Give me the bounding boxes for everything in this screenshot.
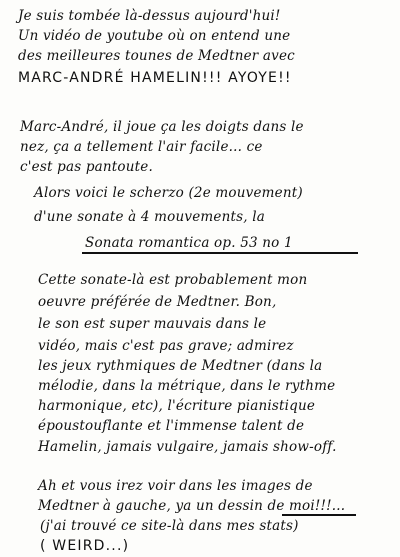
- note-line: (j'ai trouvé ce site-là dans mes stats): [40, 518, 299, 534]
- note-line: mélodie, dans la métrique, dans le rythme: [38, 378, 336, 394]
- note-line: vidéo, mais c'est pas grave; admirez: [38, 338, 294, 354]
- note-line: harmonique, etc), l'écriture pianistique: [38, 398, 316, 414]
- note-line-heading: MARC-ANDRÉ HAMELIN!!! AYOYE!!: [18, 70, 292, 86]
- note-line: nez, ça a tellement l'air facile... ce: [20, 139, 263, 155]
- note-line: d'une sonate à 4 mouvements, la: [34, 209, 265, 225]
- note-line: époustouflante et l'immense talent de: [38, 418, 305, 434]
- note-line: Cette sonate-là est probablement mon: [38, 272, 308, 288]
- note-line: Medtner à gauche, ya un dessin de moi!!!...: [38, 498, 346, 514]
- note-line: des meilleures tounes de Medtner avec: [18, 48, 295, 64]
- note-line: les jeux rythmiques de Medtner (dans la: [38, 358, 323, 374]
- note-line: Alors voici le scherzo (2e mouvement): [34, 185, 303, 201]
- sonata-title-underline: [82, 252, 358, 254]
- note-line: le son est super mauvais dans le: [38, 316, 267, 332]
- note-line: Je suis tombée là-dessus aujourd'hui!: [18, 8, 281, 24]
- note-line: Marc-André, il joue ça les doigts dans le: [20, 119, 304, 135]
- note-line: c'est pas pantoute.: [20, 159, 153, 175]
- note-line: Ah et vous irez voir dans les images de: [38, 478, 313, 494]
- sonata-title: Sonata romantica op. 53 no 1: [85, 235, 293, 251]
- note-line: Un vidéo de youtube où on entend une: [18, 28, 291, 44]
- note-line: oeuvre préférée de Medtner. Bon,: [38, 294, 277, 310]
- note-line-weird: ( WEIRD...): [40, 538, 130, 554]
- note-line: Hamelin, jamais vulgaire, jamais show-off.: [38, 439, 337, 455]
